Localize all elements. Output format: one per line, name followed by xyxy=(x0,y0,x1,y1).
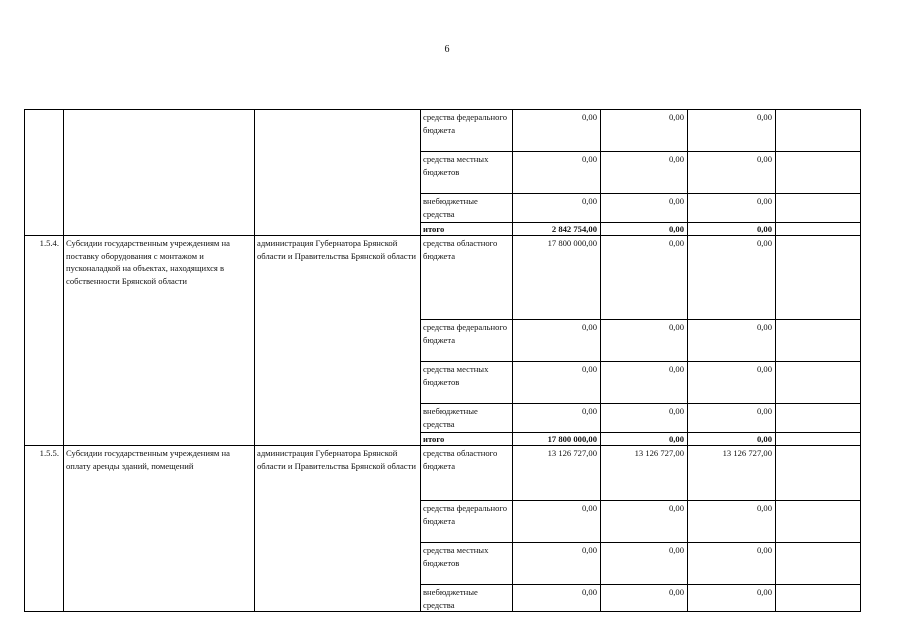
item-description: Субсидии государственным учреждениям на оплату аренды зданий, помещений xyxy=(64,446,255,612)
empty-cell xyxy=(776,446,861,501)
empty-cell xyxy=(776,110,861,152)
value-cell: 0,00 xyxy=(601,404,688,433)
value-cell: 0,00 xyxy=(688,320,776,362)
source-cell: средства федерального бюджета xyxy=(421,501,513,543)
source-cell: внебюджетные средства xyxy=(421,194,513,223)
total-value: 2 842 754,00 xyxy=(513,223,601,236)
value-cell: 0,00 xyxy=(688,110,776,152)
description-cell xyxy=(64,110,255,236)
value-cell: 0,00 xyxy=(513,543,601,585)
empty-cell xyxy=(776,152,861,194)
source-cell: средства областного бюджета xyxy=(421,236,513,320)
total-value: 0,00 xyxy=(688,223,776,236)
empty-cell xyxy=(776,404,861,433)
value-cell: 0,00 xyxy=(688,152,776,194)
empty-cell xyxy=(776,585,861,612)
source-cell: средства федерального бюджета xyxy=(421,110,513,152)
value-cell: 0,00 xyxy=(601,236,688,320)
value-cell: 17 800 000,00 xyxy=(513,236,601,320)
value-cell: 0,00 xyxy=(513,320,601,362)
empty-cell xyxy=(776,433,861,446)
empty-cell xyxy=(776,194,861,223)
item-description: Субсидии государственным учреждениям на поставку оборудования с монтажом и пусконаладкой на объектах, находящихся в собственности Брянской области xyxy=(64,236,255,446)
table-row xyxy=(25,446,861,501)
value-cell: 0,00 xyxy=(601,110,688,152)
item-code: 1.5.4. xyxy=(25,236,64,446)
table-row xyxy=(25,110,861,152)
code-cell xyxy=(25,110,64,236)
value-cell: 0,00 xyxy=(688,194,776,223)
total-value: 0,00 xyxy=(601,433,688,446)
source-cell: средства местных бюджетов xyxy=(421,543,513,585)
source-cell: внебюджетные средства xyxy=(421,404,513,433)
value-cell: 0,00 xyxy=(688,543,776,585)
value-cell: 0,00 xyxy=(688,501,776,543)
empty-cell xyxy=(776,320,861,362)
budget-table xyxy=(24,109,861,612)
value-cell: 0,00 xyxy=(513,152,601,194)
total-value: 0,00 xyxy=(601,223,688,236)
total-value: 17 800 000,00 xyxy=(513,433,601,446)
source-cell: внебюджетные средства xyxy=(421,585,513,612)
total-label: итого xyxy=(421,433,513,446)
empty-cell xyxy=(776,236,861,320)
empty-cell xyxy=(776,223,861,236)
value-cell: 0,00 xyxy=(601,501,688,543)
value-cell: 0,00 xyxy=(513,110,601,152)
value-cell: 0,00 xyxy=(688,362,776,404)
source-cell: средства федерального бюджета xyxy=(421,320,513,362)
value-cell: 0,00 xyxy=(513,585,601,612)
value-cell: 0,00 xyxy=(688,236,776,320)
item-executor: администрация Губернатора Брянской области и Правительства Брянской области xyxy=(255,236,421,446)
value-cell: 0,00 xyxy=(601,543,688,585)
value-cell: 0,00 xyxy=(688,404,776,433)
value-cell: 0,00 xyxy=(513,362,601,404)
table-row xyxy=(25,236,861,320)
empty-cell xyxy=(776,501,861,543)
empty-cell xyxy=(776,362,861,404)
value-cell: 0,00 xyxy=(513,194,601,223)
total-label: итого xyxy=(421,223,513,236)
source-cell: средства местных бюджетов xyxy=(421,152,513,194)
empty-cell xyxy=(776,543,861,585)
item-code: 1.5.5. xyxy=(25,446,64,612)
source-cell: средства местных бюджетов xyxy=(421,362,513,404)
value-cell: 13 126 727,00 xyxy=(513,446,601,501)
executor-cell xyxy=(255,110,421,236)
page-number: 6 xyxy=(444,44,450,55)
value-cell: 0,00 xyxy=(601,194,688,223)
value-cell: 0,00 xyxy=(513,501,601,543)
source-cell: средства областного бюджета xyxy=(421,446,513,501)
total-value: 0,00 xyxy=(688,433,776,446)
value-cell: 13 126 727,00 xyxy=(688,446,776,501)
value-cell: 0,00 xyxy=(601,152,688,194)
value-cell: 0,00 xyxy=(601,585,688,612)
value-cell: 0,00 xyxy=(601,362,688,404)
value-cell: 0,00 xyxy=(688,585,776,612)
value-cell: 13 126 727,00 xyxy=(601,446,688,501)
item-executor: администрация Губернатора Брянской области и Правительства Брянской области xyxy=(255,446,421,612)
value-cell: 0,00 xyxy=(513,404,601,433)
value-cell: 0,00 xyxy=(601,320,688,362)
